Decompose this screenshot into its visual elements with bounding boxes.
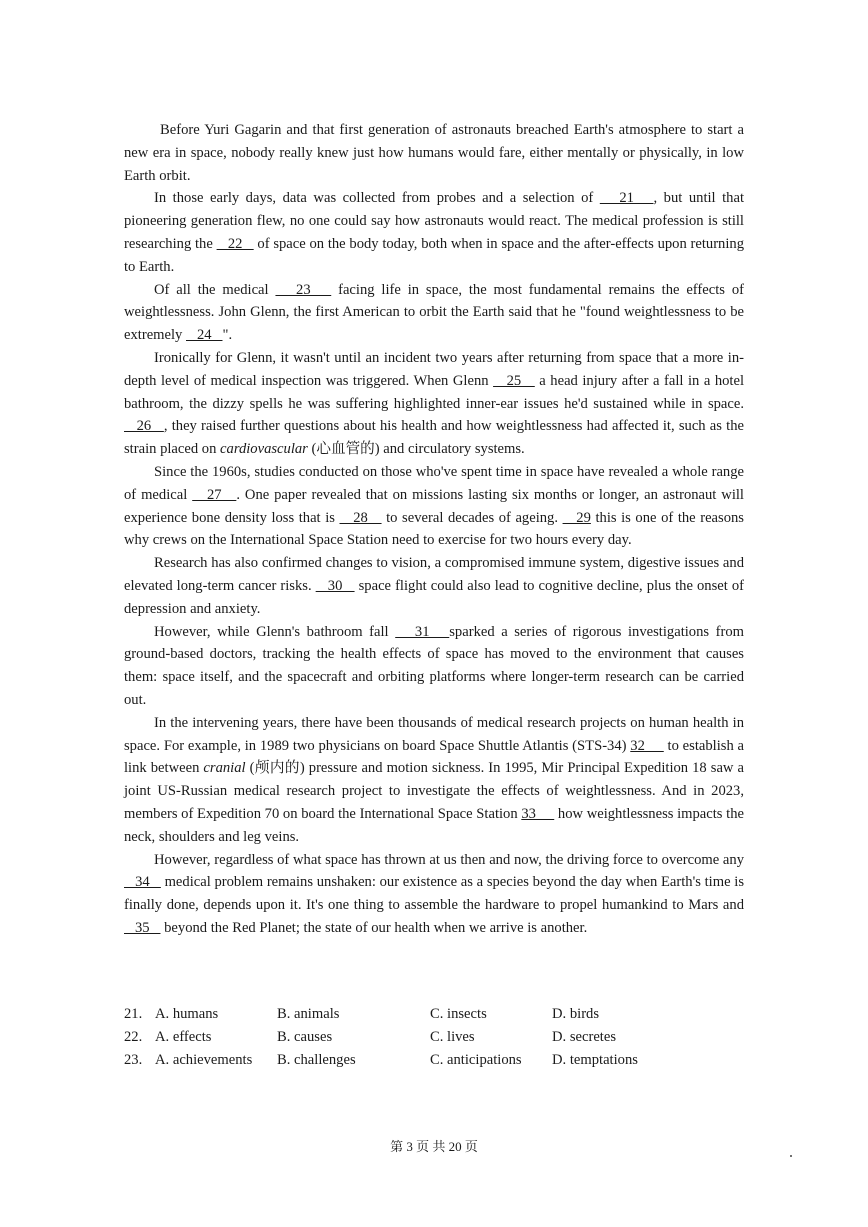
- scan-speck: [790, 1155, 792, 1157]
- paragraph-text: medical problem remains unshaken: our existence as a species beyond the day when Earth's time is finally done, depends upon it. It's one thing to assemble the hardware to propel humankind to Mars and: [124, 874, 744, 914]
- paragraph-text: . One paper revealed that on missions lasting six months or longer, an astronaut will experience bone density loss that is: [124, 486, 744, 526]
- passage: [124, 119, 744, 940]
- paragraph-text: sparked a series of rigorous investigations from ground-based doctors, tracking the health effects of space has moved to the environment that causes them: space itself, and the spacecraft and orbiting platforms where longer-term research can be carried out.: [124, 623, 745, 708]
- blank-22[interactable]: 22: [216, 235, 254, 252]
- paragraph-text: Research has also confirmed changes to vision, a compromised immune system, digestive issues and elevated long-term cancer risks.: [124, 555, 744, 594]
- option-d[interactable]: D. temptations: [552, 1052, 638, 1068]
- blank-26[interactable]: 26: [124, 418, 164, 435]
- blank-33[interactable]: 33: [521, 805, 555, 822]
- option-d[interactable]: D. secretes: [552, 1029, 617, 1045]
- paragraph-text: a head injury after a fall in a hotel bathroom, the dizzy spells he was suffering highlighted inner-ear issues he'd sustained while in space.: [124, 372, 745, 412]
- option-b[interactable]: B. causes: [277, 1029, 333, 1045]
- answer-options: [124, 1003, 744, 1072]
- paragraph-text: to several decades of ageing.: [381, 509, 563, 526]
- paragraph-7: [124, 621, 744, 712]
- paragraph-text: how weightlessness impacts the neck, shoulders and leg veins.: [124, 805, 744, 845]
- term-cardiovascular: cardiovascular: [220, 441, 308, 458]
- paragraph-4: [124, 347, 744, 461]
- question-23-options: [124, 1049, 744, 1072]
- paragraph-text: , they raised further questions about his health and how weightlessness had affected it, such as the strain placed on: [124, 418, 744, 458]
- paragraph-text: Ironically for Glenn, it wasn't until an incident two years after returning from space that a more in-depth level of medical inspection was triggered. When Glenn: [124, 349, 744, 389]
- paragraph-2: [124, 187, 744, 278]
- question-number: 21.: [124, 1006, 143, 1022]
- page-footer: 第 3 页 共 20 页: [390, 1139, 478, 1154]
- paragraph-text: ".: [222, 327, 233, 344]
- question-22-options: [124, 1026, 744, 1049]
- blank-31[interactable]: 31: [395, 623, 450, 640]
- option-c[interactable]: C. insects: [430, 1006, 487, 1022]
- paragraph-text: However, while Glenn's bathroom fall: [154, 623, 396, 640]
- option-a[interactable]: A. achievements: [155, 1052, 253, 1068]
- paragraph-text: In the intervening years, there have been thousands of medical research projects on human health in space. For example, in 1989 two physicians on board Space Shuttle Atlantis (STS-34): [124, 714, 744, 754]
- option-b[interactable]: B. animals: [277, 1006, 340, 1022]
- question-number: 22.: [124, 1029, 143, 1045]
- blank-25[interactable]: 25: [493, 372, 535, 389]
- paragraph-3: [124, 279, 744, 347]
- blank-28[interactable]: 28: [339, 509, 382, 526]
- blank-21[interactable]: 21: [599, 190, 654, 207]
- paragraph-text: (颅内的) pressure and motion sickness. In 1995, Mir Principal Expedition 18 saw a joint US-Russian medical research project to investigate the effects of weightlessness. And in 2023, members of Expedition 70 on board the International Space Station: [124, 760, 744, 822]
- blank-32[interactable]: 32: [630, 737, 664, 754]
- option-a[interactable]: A. effects: [155, 1029, 212, 1045]
- paragraph-text: facing life in space, the most fundamental remains the effects of weightlessness. John Glenn, the first American to orbit the Earth said that he "found weightlessness to be extremely: [124, 281, 744, 344]
- blank-24[interactable]: 24: [186, 327, 223, 344]
- paragraph-text: Of all the medical: [154, 281, 276, 298]
- paragraph-8: [124, 712, 744, 849]
- paragraph-text: Before Yuri Gagarin and that first generation of astronauts breached Earth's atmosphere to start a new era in space, nobody really knew just how humans would fare, either mentally or physically, in low Earth orbit.: [124, 122, 744, 184]
- paragraph-text: , but until that pioneering generation flew, no one could say how astronauts would react. The medical profession is still researching the: [124, 190, 745, 252]
- question-21-options: [124, 1003, 744, 1026]
- option-a[interactable]: A. humans: [155, 1006, 219, 1022]
- paragraph-text: (心血管的) and circulatory systems.: [307, 441, 525, 458]
- option-c[interactable]: C. lives: [430, 1029, 475, 1045]
- blank-35[interactable]: 35: [124, 919, 161, 936]
- option-b[interactable]: B. challenges: [277, 1052, 356, 1068]
- blank-34[interactable]: 34: [124, 874, 161, 891]
- question-number: 23.: [124, 1052, 143, 1068]
- blank-27[interactable]: 27: [192, 486, 237, 503]
- blank-30[interactable]: 30: [315, 577, 355, 594]
- paragraph-5: [124, 461, 744, 552]
- paragraph-text: to establish a link between: [124, 737, 744, 777]
- paragraph-text: of space on the body today, both when in space and the after-effects upon returning to Earth.: [124, 235, 744, 275]
- blank-29[interactable]: 29: [562, 509, 591, 526]
- blank-23[interactable]: 23: [275, 281, 332, 298]
- option-d[interactable]: D. birds: [552, 1006, 600, 1022]
- term-cranial: cranial: [203, 760, 246, 777]
- paragraph-6: [124, 552, 744, 620]
- paragraph-text: space flight could also lead to cognitive decline, plus the onset of depression and anxiety.: [124, 577, 744, 617]
- paragraph-text: beyond the Red Planet; the state of our health when we arrive is another.: [160, 919, 588, 936]
- paragraph-text: Since the 1960s, studies conducted on those who've spent time in space have revealed a whole range of medical: [124, 463, 744, 503]
- paragraph-text: In those early days, data was collected from probes and a selection of: [154, 190, 600, 207]
- paragraph-text: However, regardless of what space has thrown at us then and now, the driving force to overcome any: [154, 851, 744, 868]
- option-c[interactable]: C. anticipations: [430, 1052, 522, 1068]
- paragraph-text: this is one of the reasons why crews on the International Space Station need to exercise for two hours every day.: [124, 509, 744, 549]
- paragraph-1: [124, 119, 744, 187]
- paragraph-9: [124, 849, 744, 940]
